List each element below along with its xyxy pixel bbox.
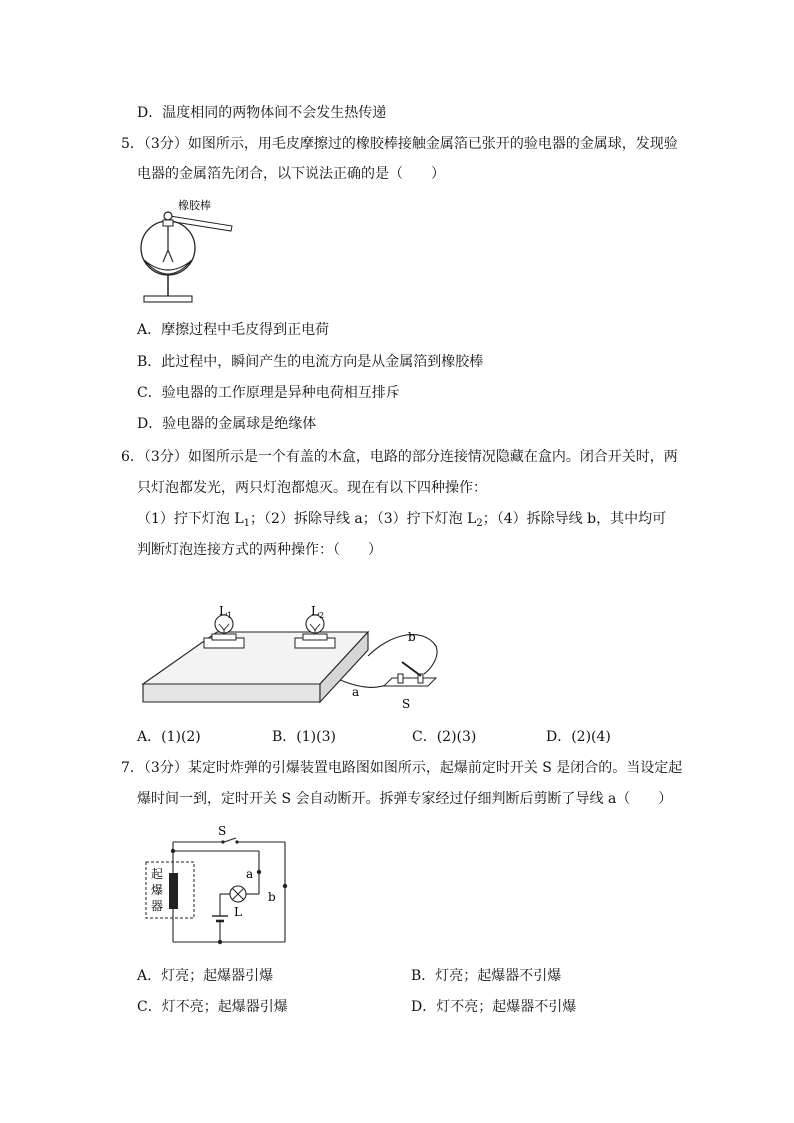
q6-option-b[interactable]: B．(1)(3) — [272, 729, 336, 745]
q5-option-d[interactable]: D．验电器的金属球是绝缘体 — [137, 416, 317, 432]
electroscope-figure — [132, 192, 242, 310]
rubber-rod — [168, 216, 232, 231]
q5-stem-line1: 5．（3分）如图所示，用毛皮摩擦过的橡胶棒接触金属箔已张开的验电器的金属球，发现验 — [121, 136, 678, 152]
metal-leaves — [163, 250, 173, 262]
q7-stem-line2: 爆时间一到，定时开关 S 会自动断开。拆弹专家经过仔细判断后剪断了导线 a（ ） — [137, 791, 673, 807]
detonator — [169, 873, 178, 909]
q5-option-a[interactable]: A．摩擦过程中毛皮得到正电荷 — [137, 322, 330, 338]
q6-option-c[interactable]: C．(2)(3) — [412, 729, 477, 745]
svg-text:起: 起 — [151, 867, 164, 881]
wire-a-label: a — [352, 685, 360, 699]
q4-option-d: D．温度相同的两物体间不会发生热传递 — [137, 105, 387, 121]
electroscope-base — [144, 296, 192, 302]
wire-b-label: b — [408, 630, 416, 644]
q6-stem-line1: 6．（3分）如图所示是一个有盖的木盒，电路的部分连接情况隐藏在盒内。闭合开关时，两 — [121, 449, 678, 465]
q6-stem-line3: （1）拧下灯泡 $L_1$；（2）拆除导线 a；（3）拧下灯泡 $L_2$；（4）拆除导线 b，其中均可 — [137, 511, 667, 529]
lamp-l2-label: $L_2$ — [311, 604, 325, 620]
svg-text:器: 器 — [151, 899, 164, 913]
q7-option-a[interactable]: A．灯亮；起爆器引爆 — [137, 968, 274, 984]
circuit-wire-a-label: a — [246, 867, 254, 881]
wooden-box-figure — [140, 598, 450, 714]
circuit-wire-b-label: b — [268, 890, 276, 904]
q7-option-c[interactable]: C．灯不亮；起爆器引爆 — [137, 999, 288, 1015]
q6-stem-line4: 判断灯泡连接方式的两种操作：（ ） — [137, 542, 382, 558]
q7-stem-line1: 7．（3分）某定时炸弹的引爆装置电路图如图所示，起爆前定时开关 S 是闭合的。当设定起 — [121, 760, 683, 776]
q5-option-b[interactable]: B．此过程中，瞬间产生的电流方向是从金属箔到橡胶棒 — [137, 354, 484, 370]
q7-option-d[interactable]: D．灯不亮；起爆器不引爆 — [411, 999, 577, 1015]
box-front — [143, 684, 320, 702]
svg-text:爆: 爆 — [151, 883, 164, 897]
q5-option-c[interactable]: C．验电器的工作原理是异种电荷相互排斥 — [137, 385, 400, 401]
q6-option-d[interactable]: D．(2)(4) — [546, 729, 611, 745]
circuit-diagram — [138, 820, 298, 950]
metal-ball — [164, 212, 172, 220]
q6-stem-line2: 只灯泡都发光，两只灯泡都熄灭。现在有以下四种操作： — [137, 480, 487, 496]
switch-label: S — [402, 697, 411, 711]
q5-stem-line2: 电器的金属箔先闭合，以下说法正确的是（ ） — [137, 166, 445, 182]
knife-switch[interactable] — [384, 662, 436, 686]
circuit-switch-label: S — [218, 824, 227, 838]
lamp-l1-label: $L_1$ — [219, 604, 233, 620]
rubber-rod-label: 橡胶棒 — [178, 199, 211, 212]
lamp-l-label: L — [234, 905, 242, 919]
q7-option-b[interactable]: B．灯亮；起爆器不引爆 — [411, 968, 562, 984]
wire-a — [340, 680, 388, 687]
wire-b — [368, 635, 437, 674]
q6-option-a[interactable]: A．(1)(2) — [137, 729, 201, 745]
timer-switch — [224, 838, 236, 842]
